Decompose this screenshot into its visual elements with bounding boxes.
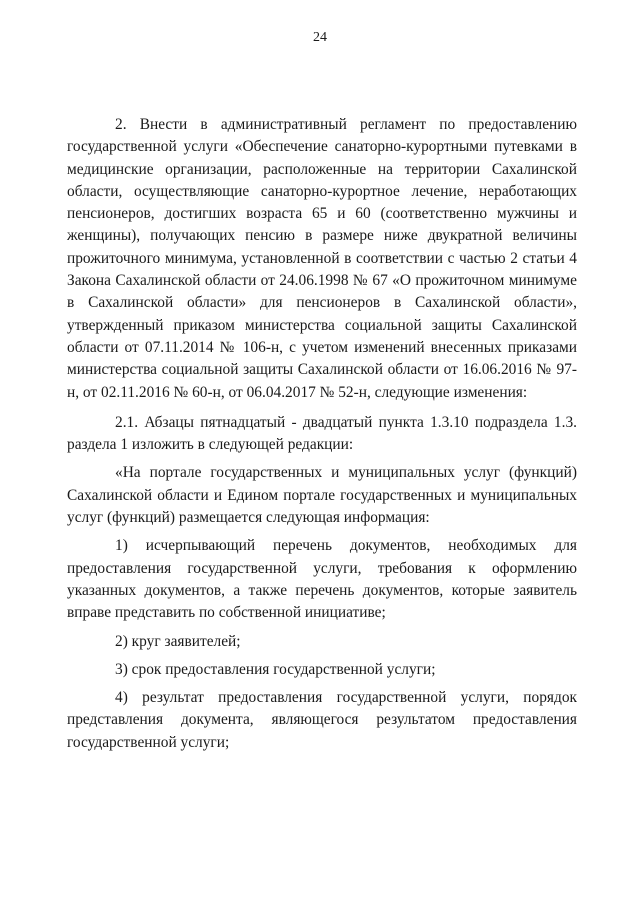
list-item-term: 3) срок предоставления государственной услуги; [115,660,436,678]
paragraph-portal-info: «На портале государственных и муниципальных услуг (функций) Сахалинской области и Едином портале государственных и муниципальных услуг (функций) размещается следующая информация: [67,464,577,527]
paragraph-item-2-1: 2.1. Абзацы пятнадцатый - двадцатый пункта 1.3.10 подраздела 1.3. раздела 1 изложить в следующей редакции: [67,413,577,454]
list-item-applicants: 2) круг заявителей; [115,632,241,650]
page-number: 24 [313,30,327,45]
list-item-result: 4) результат предоставления государственной услуги, порядок представления документа, являющегося результатом предоставления государственной услуги; [67,689,577,751]
list-item-documents: 1) исчерпывающий перечень документов, необходимых для предоставления государственной услуги, требования к оформлению указанных документов, а также перечень документов, которые заявитель вправе представить по собственной инициативе; [67,537,577,622]
document-body [67,114,577,760]
paragraph-item-2: 2. Внести в административный регламент по предоставлению государственной услуги «Обеспечение санаторно-курортными путевками в медицинские организации, расположенные на территории Сахалинской области, осуществляющие санаторно-курортное лечение, неработающих пенсионеров, достигших возраста 65 и 60 (соответственно мужчины и женщины), получающих пенсию в размере ниже двукратной величины прожиточного минимума, установленной в соответствии с частью 2 статьи 4 Закона Сахалинской области от 24.06.1998 № 67 «О прожиточном минимуме в Сахалинской области» для пенсионеров в Сахалинской области», утвержденный приказом министерства социальной защиты Сахалинской области от 07.11.2014 № 106-н, с учетом изменений внесенных приказами министерства социальной защиты Сахалинской области от 16.06.2016 № 97-н, от 02.11.2016 № 60-н, от 06.04.2017 № 52-н, следующие изменения: [67,116,577,401]
